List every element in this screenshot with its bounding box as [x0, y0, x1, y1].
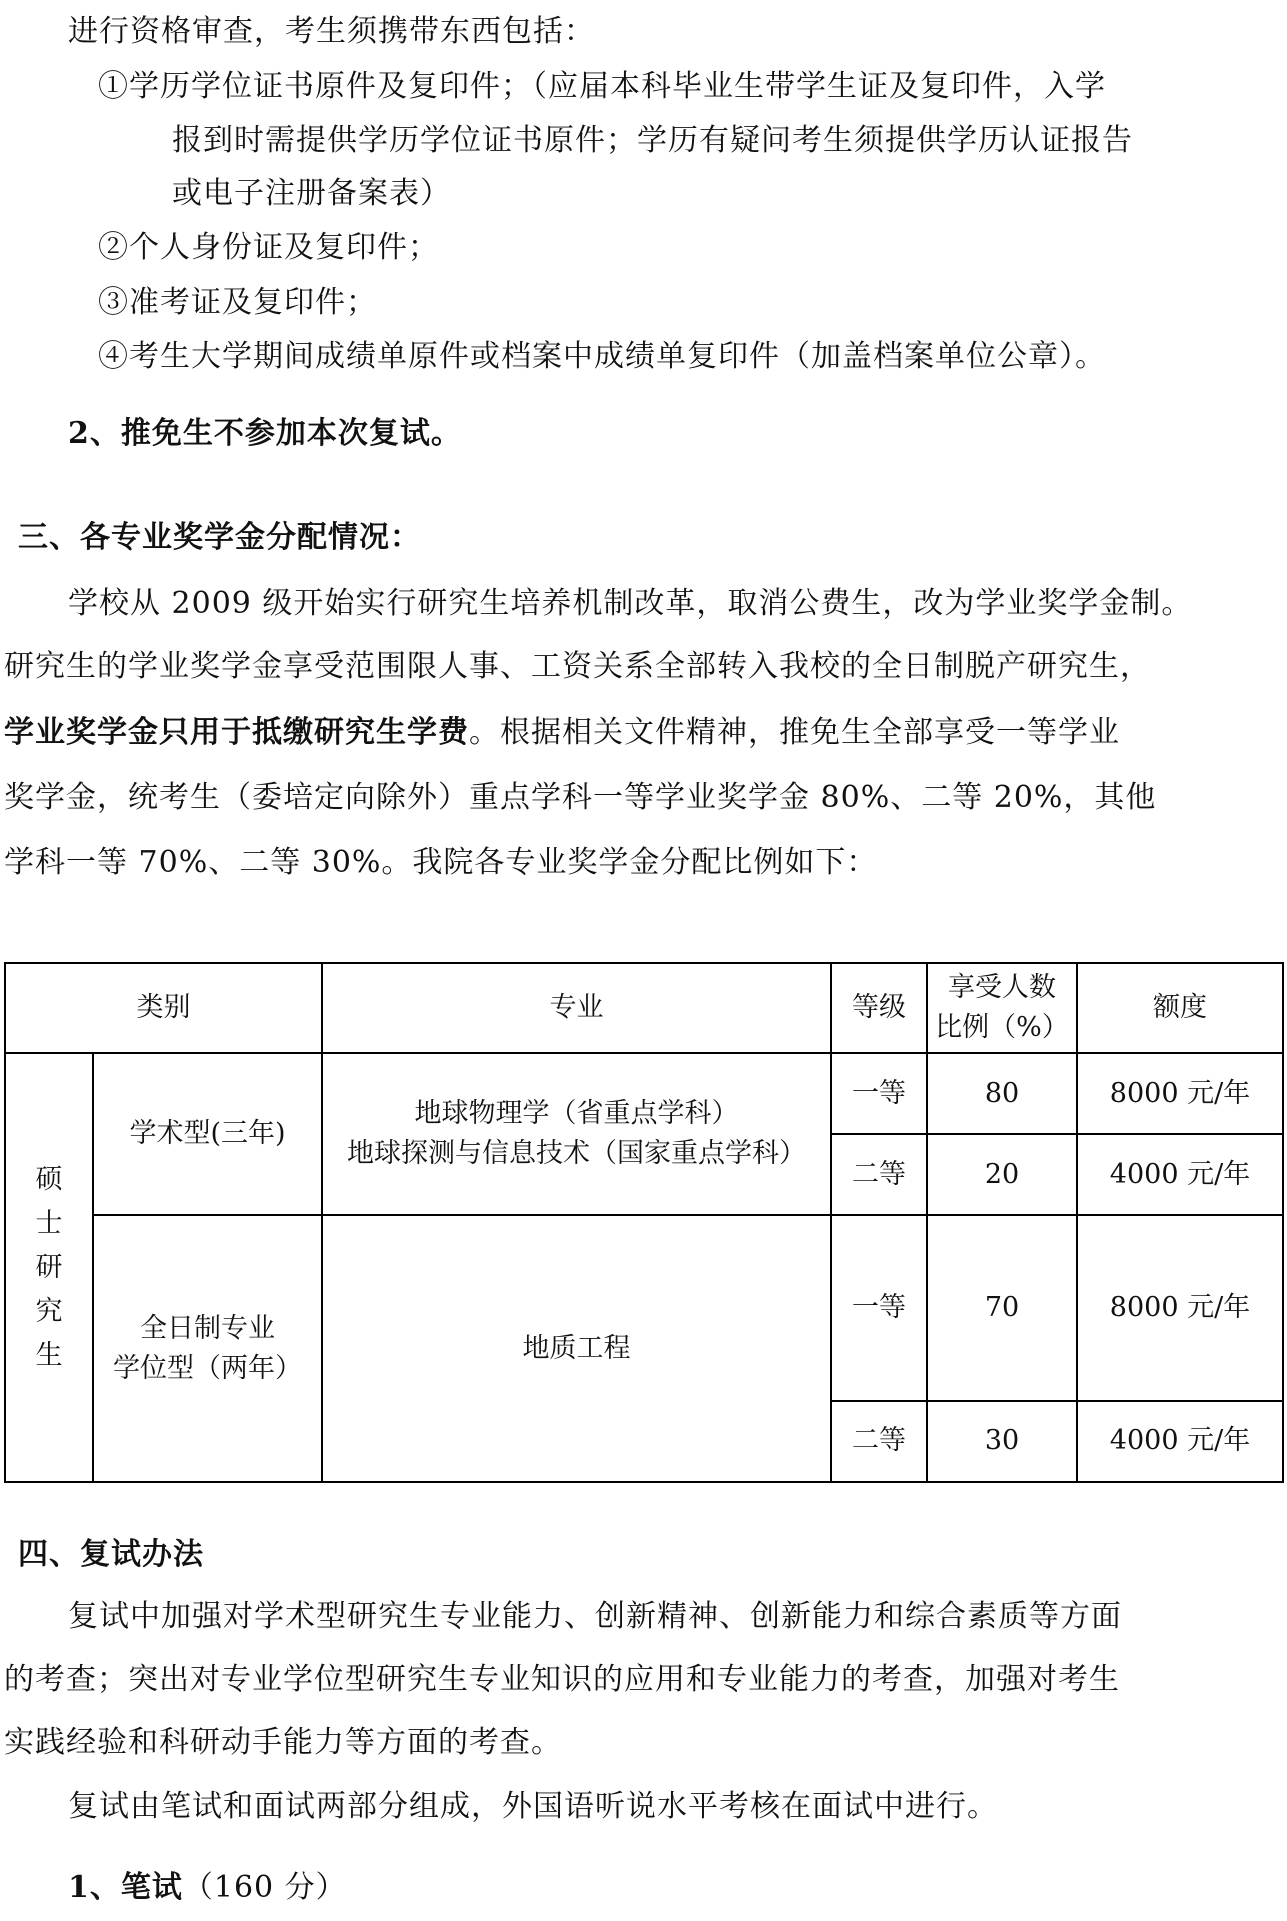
amount-cell: 8000 元/年	[1077, 1215, 1283, 1401]
s4-para1-line1: 复试中加强对学术型研究生专业能力、创新精神、创新能力和综合素质等方面	[68, 1599, 1122, 1634]
type-academic: 学术型(三年)	[93, 1053, 322, 1215]
s3-para-rest: 。根据相关文件精神，推免生全部享受一等学业	[469, 715, 1120, 750]
major-exploration: 地球探测与信息技术（国家重点学科）	[347, 1138, 806, 1170]
item2-line: ②个人身份证及复印件；	[98, 230, 439, 265]
s4-para2: 复试由笔试和面试两部分组成，外国语听说水平考核在面试中进行。	[68, 1789, 998, 1824]
type-professional	[93, 1215, 322, 1482]
majors-academic	[322, 1053, 831, 1215]
ratio-cell: 30	[927, 1401, 1077, 1482]
scholarship-table	[4, 962, 1284, 1483]
grade-cell: 一等	[831, 1053, 927, 1134]
ratio-cell: 20	[927, 1134, 1077, 1215]
table-header-row	[5, 963, 1283, 1053]
grade-cell: 二等	[831, 1401, 927, 1482]
header-category: 类别	[5, 963, 322, 1053]
section3-heading: 三、各专业奖学金分配情况：	[18, 520, 421, 555]
item1-line3: 或电子注册备案表）	[172, 176, 451, 211]
s3-para-line3	[4, 713, 1120, 753]
s3-para-bold: 学业奖学金只用于抵缴研究生学费	[4, 715, 469, 750]
point2-line: 2、推免生不参加本次复试。	[68, 416, 462, 451]
s3-para-line1: 学校从 2009 级开始实行研究生培养机制改革，取消公费生，改为学业奖学金制。	[68, 586, 1193, 621]
ratio-cell: 80	[927, 1053, 1077, 1134]
header-ratio-line2: 比例（%）	[935, 1012, 1069, 1043]
s3-para-line4: 奖学金，统考生（委培定向除外）重点学科一等学业奖学金 80%、二等 20%，其他	[4, 780, 1157, 815]
section4-heading: 四、复试办法	[18, 1537, 204, 1572]
s3-para-line5: 学科一等 70%、二等 30%。我院各专业奖学金分配比例如下：	[4, 845, 878, 880]
item1-line1: ①学历学位证书原件及复印件；（应届本科毕业生带学生证及复印件，入学	[98, 69, 1106, 104]
s4-para1-line2: 的考查；突出对专业学位型研究生专业知识的应用和专业能力的考查，加强对考生	[4, 1662, 1120, 1697]
written-exam-score: （160 分）	[182, 1870, 347, 1905]
header-amount: 额度	[1077, 963, 1283, 1053]
amount-cell: 4000 元/年	[1077, 1401, 1283, 1482]
written-exam-label: 1、笔试	[68, 1870, 183, 1905]
s4-para1-line3: 实践经验和科研动手能力等方面的考查。	[4, 1725, 562, 1760]
amount-cell: 4000 元/年	[1077, 1134, 1283, 1215]
amount-cell: 8000 元/年	[1077, 1053, 1283, 1134]
s3-para-line2: 研究生的学业奖学金享受范围限人事、工资关系全部转入我校的全日制脱产研究生，	[4, 649, 1151, 684]
degree-cell	[5, 1053, 93, 1482]
item1-line2: 报到时需提供学历学位证书原件；学历有疑问考生须提供学历认证报告	[172, 123, 1133, 158]
header-grade: 等级	[831, 963, 927, 1053]
written-exam-line	[68, 1868, 347, 1908]
header-ratio	[927, 963, 1077, 1053]
item4-line: ④考生大学期间成绩单原件或档案中成绩单复印件（加盖档案单位公章）。	[98, 339, 1106, 374]
type-professional-line2: 学位型（两年）	[113, 1352, 302, 1384]
intro-check-line: 进行资格审查，考生须携带东西包括：	[68, 14, 595, 49]
grade-cell: 二等	[831, 1134, 927, 1215]
degree-label: 硕士研究生	[35, 1163, 63, 1371]
table-row	[5, 1215, 1283, 1401]
ratio-cell: 70	[927, 1215, 1077, 1401]
item3-line: ③准考证及复印件；	[98, 285, 377, 320]
header-ratio-line1: 享受人数	[948, 972, 1056, 1003]
table-row	[5, 1053, 1283, 1134]
grade-cell: 一等	[831, 1215, 927, 1401]
header-major: 专业	[322, 963, 831, 1053]
major-geoengineering: 地质工程	[322, 1215, 831, 1482]
major-geophysics: 地球物理学（省重点学科）	[414, 1098, 739, 1130]
type-professional-line1: 全日制专业	[140, 1312, 275, 1344]
